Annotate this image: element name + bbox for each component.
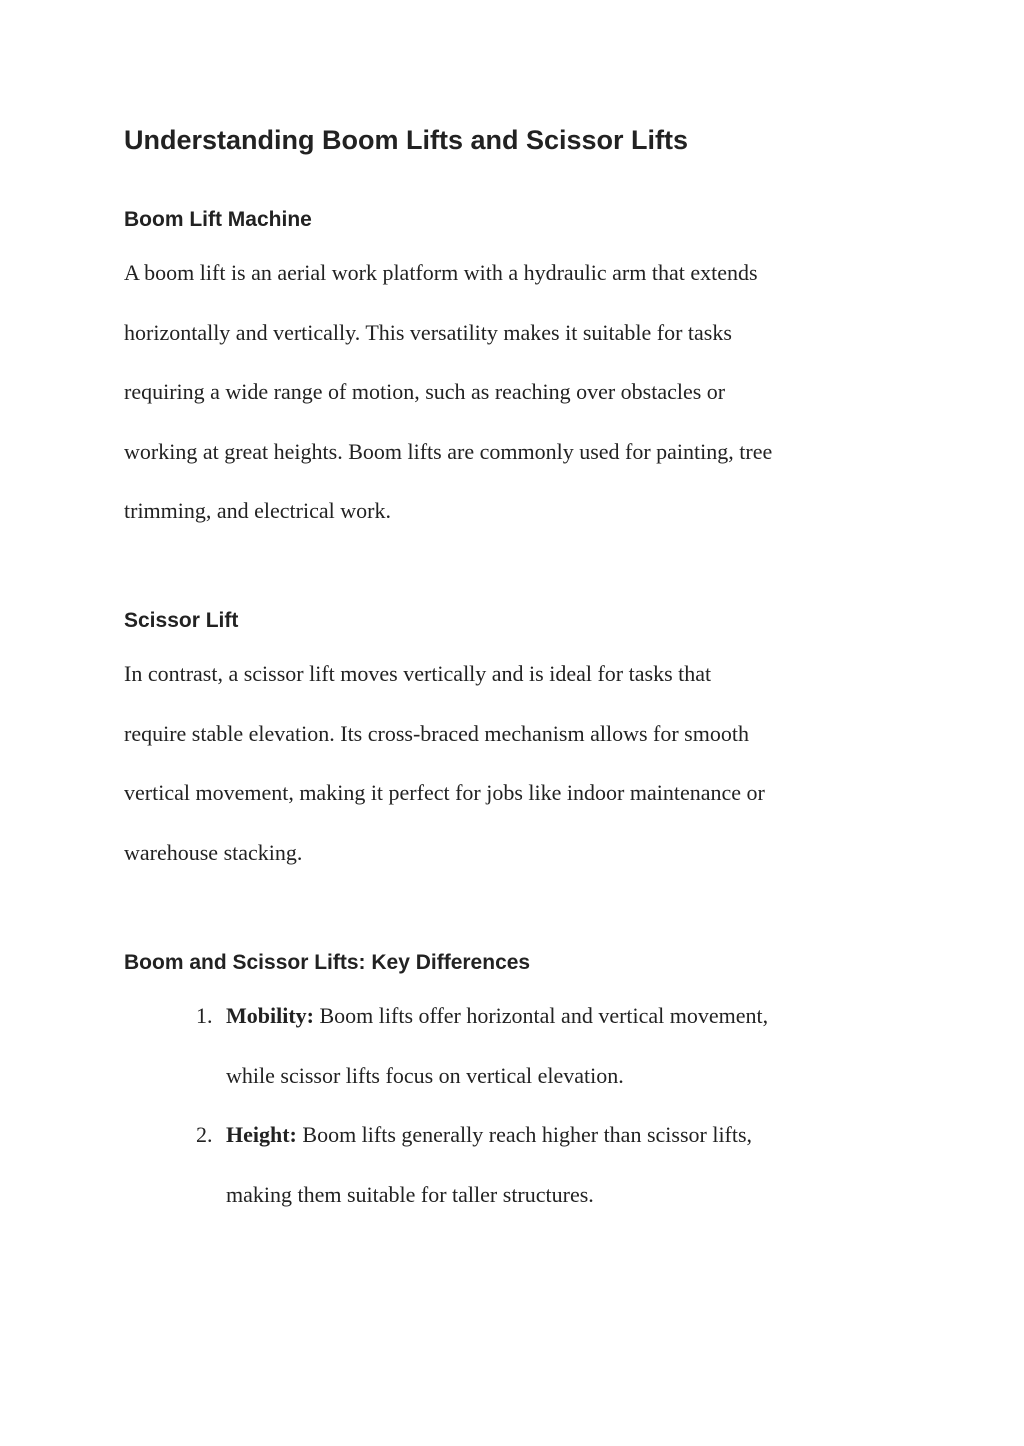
paragraph-line: trimming, and electrical work. <box>124 498 391 523</box>
section-heading-scissor-lift: Scissor Lift <box>124 609 239 632</box>
list-item-line <box>226 1120 752 1150</box>
paragraph-line: require stable elevation. Its cross-braced mechanism allows for smooth <box>124 721 749 746</box>
list-item-label: Mobility: <box>226 1003 314 1028</box>
paragraph-line: horizontally and vertically. This versatility makes it suitable for tasks <box>124 320 732 345</box>
list-item-number: 2. <box>196 1122 213 1147</box>
paragraph-line: warehouse stacking. <box>124 840 303 865</box>
list-item-line <box>226 1001 768 1031</box>
list-item-text: Boom lifts offer horizontal and vertical movement, <box>314 1003 769 1028</box>
paragraph-line: vertical movement, making it perfect for jobs like indoor maintenance or <box>124 780 765 805</box>
list-item-text-continued: while scissor lifts focus on vertical elevation. <box>226 1063 624 1088</box>
paragraph-line: working at great heights. Boom lifts are commonly used for painting, tree <box>124 439 773 464</box>
paragraph-line: A boom lift is an aerial work platform with a hydraulic arm that extends <box>124 260 758 285</box>
list-item-text-continued: making them suitable for taller structures. <box>226 1182 594 1207</box>
document-title: Understanding Boom Lifts and Scissor Lifts <box>124 125 689 155</box>
list-item-number: 1. <box>196 1003 213 1028</box>
paragraph-line: requiring a wide range of motion, such as reaching over obstacles or <box>124 379 726 404</box>
list-item-text: Boom lifts generally reach higher than scissor lifts, <box>296 1122 753 1147</box>
section-heading-key-differences: Boom and Scissor Lifts: Key Differences <box>124 951 531 974</box>
section-heading-boom-lift: Boom Lift Machine <box>124 208 312 231</box>
list-item-label: Height: <box>226 1122 297 1147</box>
paragraph-line: In contrast, a scissor lift moves vertically and is ideal for tasks that <box>124 661 712 686</box>
